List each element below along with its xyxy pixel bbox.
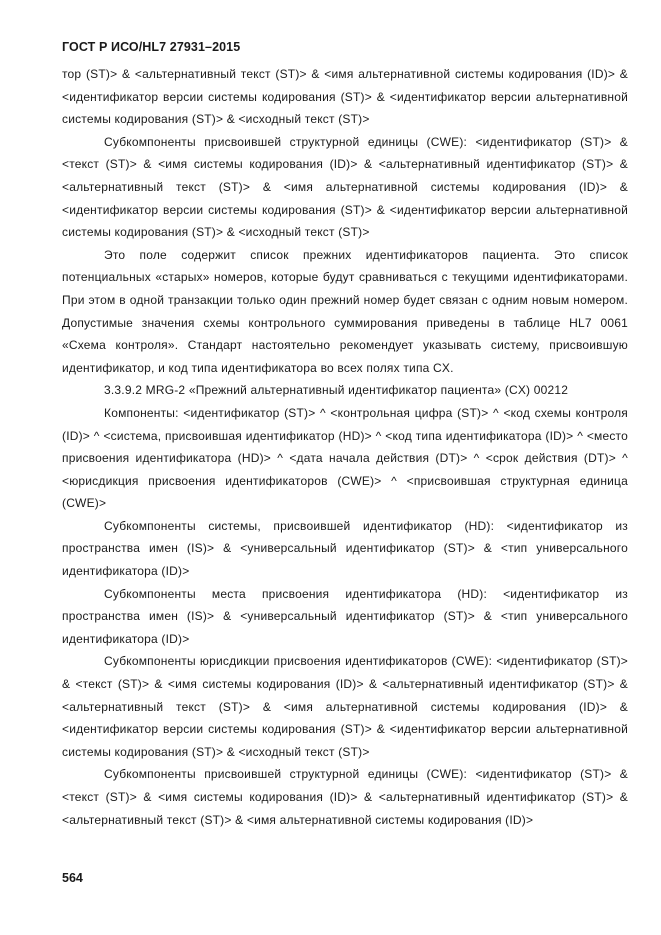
section-heading: 3.3.9.2 MRG-2 «Прежний альтернативный идентификатор пациента» (CX) 00212 [104, 383, 569, 398]
paragraph-components: Компоненты: <идентификатор (ST)> ^ <контрольная цифра (ST)> ^ <код схемы контроля (ID)> ^ <система, присвоившая идентификатор (HD)> ^ <код типа идентификатора (ID)> ^ <место присвоения идентификатора (HD)> ^ <дата начала действия (DT)> ^ <срок действия (DT)> ^ <юрисдикция присвоения идентификаторов (CWE)> ^ <присвоившая структурная единица (CWE)> [62, 405, 628, 511]
document-body [62, 63, 628, 831]
paragraph-field-description: Это поле содержит список прежних идентификаторов пациента. Это список потенциальных «старых» номеров, которые будут сравниваться с текущими идентификаторами. При этом в одной транзакции только один прежний номер будет связан с одним новым номером. Допустимые значения схемы контрольного суммирования приведены в таблице HL7 0061 «Схема контроля». Стандарт настоятельно рекомендует указывать систему, присвоившую идентификатор, и код типа идентификатора во всех полях типа CX. [62, 247, 628, 375]
paragraph-agency-subcomponents: Субкомпоненты присвоившей структурной единицы (CWE): <идентификатор (ST)> & <текст (ST)> & <имя системы кодирования (ID)> & <альтернативный идентификатор (ST)> & <альтернативный текст (ST)> & <имя альтернативной системы кодирования (ID)> [62, 767, 628, 827]
document-header: ГОСТ Р ИСО/HL7 27931–2015 [62, 40, 241, 54]
paragraph-structural-unit-subcomponents: Субкомпоненты присвоившей структурной единицы (CWE): <идентификатор (ST)> & <текст (ST)> & <имя системы кодирования (ID)> & <альтернативный идентификатор (ST)> & <альтернативный текст (ST)> & <имя альтернативной системы кодирования (ID)> & <идентификатор версии системы кодирования (ST)> & <идентификатор версии альтернативной системы кодирования (ST)> & <исходный текст (ST)> [62, 134, 628, 240]
paragraph-assigning-facility-subcomponents: Субкомпоненты места присвоения идентификатора (HD): <идентификатор из пространства имен (IS)> & <универсальный идентификатор (ST)> & <тип универсального идентификатора (ID)> [62, 586, 628, 646]
page-number: 564 [62, 871, 83, 885]
paragraph-jurisdiction-subcomponents: Субкомпоненты юрисдикции присвоения идентификаторов (CWE): <идентификатор (ST)> & <текст (ST)> & <имя системы кодирования (ID)> & <альтернативный идентификатор (ST)> & <альтернативный текст (ST)> & <имя альтернативной системы кодирования (ID)> & <идентификатор версии системы кодирования (ST)> & <идентификатор версии альтернативной системы кодирования (ST)> & <исходный текст (ST)> [62, 654, 628, 759]
paragraph-continuation: тор (ST)> & <альтернативный текст (ST)> & <имя альтернативной системы кодирования (ID)> & <идентификатор версии системы кодирования (ST)> & <идентификатор версии альтернативной системы кодирования (ST)> & <исходный текст (ST)> [62, 67, 628, 127]
paragraph-assigning-authority-subcomponents: Субкомпоненты системы, присвоившей идентификатор (HD): <идентификатор из пространства имен (IS)> & <универсальный идентификатор (ST)> & <тип универсального идентификатора (ID)> [62, 518, 628, 579]
